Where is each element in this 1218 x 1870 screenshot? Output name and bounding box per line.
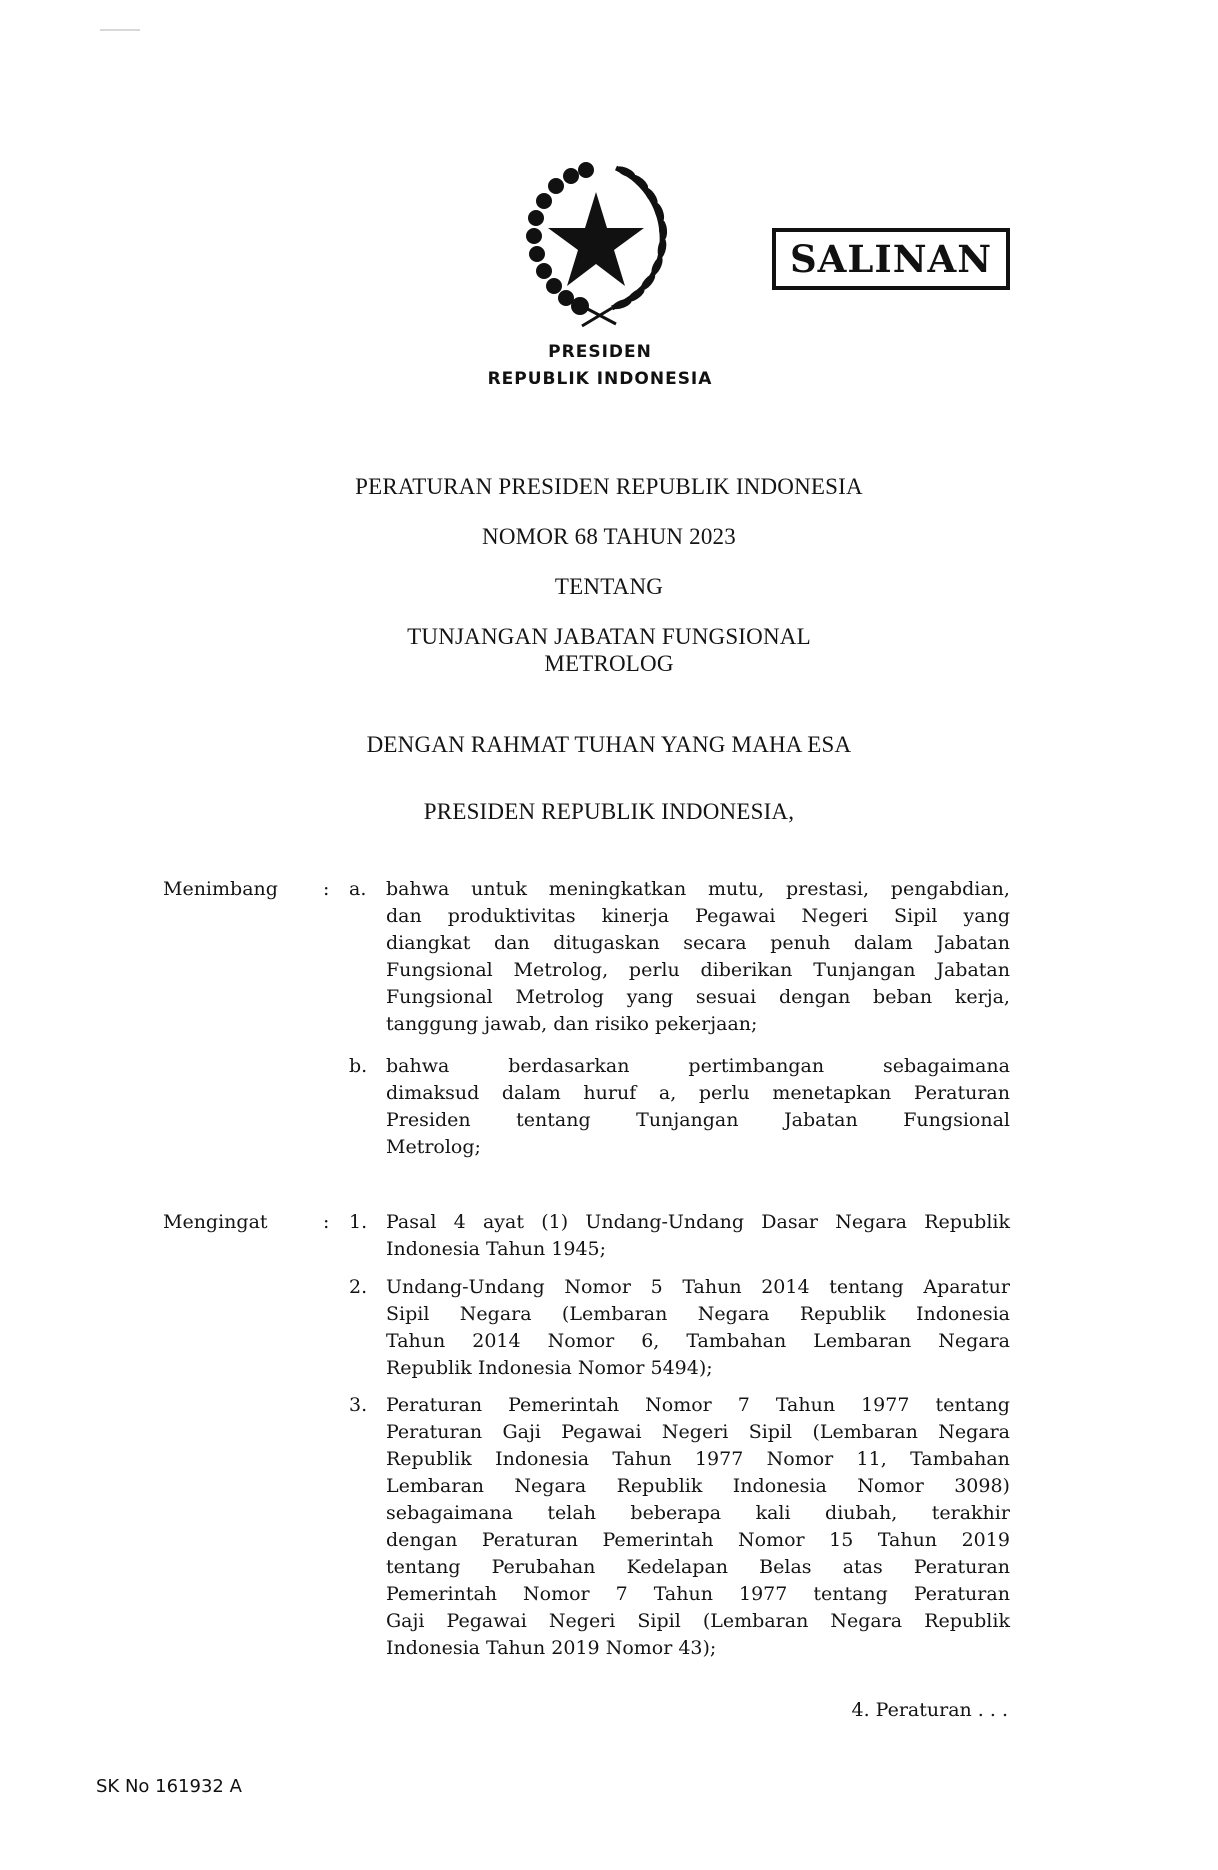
text-line: Republik Indonesia Tahun 1977 Nomor 11, Tambahan [386,1448,1010,1470]
emblem-label-president: PRESIDEN [548,342,652,362]
text-line: dimaksud dalam huruf a, perlu menetapkan Peraturan [386,1082,1010,1104]
mengingat-label: Mengingat [163,1211,268,1233]
mengingat-colon: : [323,1211,330,1233]
emblem-label-republic: REPUBLIK INDONESIA [487,369,713,389]
text-line: Fungsional Metrolog yang sesuai dengan beban kerja, [386,986,1010,1008]
text-line: Undang-Undang Nomor 5 Tahun 2014 tentang Aparatur [386,1276,1010,1298]
mengingat-item-3-marker: 3. [349,1394,368,1416]
menimbang-item-a-marker: a. [349,878,367,900]
menimbang-item-b [386,1053,1010,1161]
copy-stamp-label: SALINAN [789,237,993,281]
regulation-title: PERATURAN PRESIDEN REPUBLIK INDONESIA [355,474,863,499]
menimbang-label: Menimbang [163,878,278,900]
regulation-subject-line1: TUNJANGAN JABATAN FUNGSIONAL [407,624,811,649]
text-line: Sipil Negara (Lembaran Negara Republik Indonesia [386,1303,1010,1325]
text-line: Pasal 4 ayat (1) Undang-Undang Dasar Negara Republik [386,1211,1010,1233]
copy-stamp-box [772,228,1010,290]
text-line: Peraturan Pemerintah Nomor 7 Tahun 1977 tentang [386,1394,1010,1416]
text-line: tanggung jawab, dan risiko pekerjaan; [386,1013,758,1035]
text-line: Pemerintah Nomor 7 Tahun 1977 tentang Peraturan [386,1583,1010,1605]
text-line: Presiden tentang Tunjangan Jabatan Fungsional [386,1109,1010,1131]
text-line: dan produktivitas kinerja Pegawai Negeri Sipil yang [386,905,1010,927]
text-line: Metrolog; [386,1136,481,1158]
text-line: Fungsional Metrolog, perlu diberikan Tunjangan Jabatan [386,959,1010,981]
mengingat-item-3 [386,1392,1010,1662]
text-line: Republik Indonesia Nomor 5494); [386,1357,713,1379]
text-line: Lembaran Negara Republik Indonesia Nomor 3098) [386,1475,1010,1497]
page-continuation: 4. Peraturan . . . [851,1699,1008,1721]
text-line: Gaji Pegawai Negeri Sipil (Lembaran Negara Republik [386,1610,1010,1632]
issuer: PRESIDEN REPUBLIK INDONESIA, [423,799,795,824]
presidential-emblem-icon [516,156,676,328]
mengingat-item-2 [386,1274,1010,1382]
document-code: SK No 161932 A [96,1776,242,1797]
mengingat-item-1 [386,1209,1010,1263]
menimbang-item-b-marker: b. [349,1055,368,1077]
text-line: tentang Perubahan Kedelapan Belas atas Peraturan [386,1556,1010,1578]
text-line: Indonesia Tahun 1945; [386,1238,607,1260]
menimbang-item-a [386,876,1010,1038]
regulation-subject-line2: METROLOG [544,651,674,676]
regulation-number: NOMOR 68 TAHUN 2023 [482,524,736,549]
menimbang-colon: : [323,878,330,900]
text-line: Indonesia Tahun 2019 Nomor 43); [386,1637,717,1659]
scan-artifact [100,29,140,31]
text-line: diangkat dan ditugaskan secara penuh dalam Jabatan [386,932,1010,954]
text-line: Peraturan Gaji Pegawai Negeri Sipil (Lembaran Negara [386,1421,1010,1443]
regulation-about: TENTANG [554,574,664,599]
mengingat-item-1-marker: 1. [349,1211,368,1233]
text-line: dengan Peraturan Pemerintah Nomor 15 Tahun 2019 [386,1529,1010,1551]
text-line: Tahun 2014 Nomor 6, Tambahan Lembaran Negara [386,1330,1010,1352]
text-line: bahwa untuk meningkatkan mutu, prestasi, pengabdian, [386,878,1010,900]
invocation: DENGAN RAHMAT TUHAN YANG MAHA ESA [366,732,852,757]
text-line: sebagaimana telah beberapa kali diubah, terakhir [386,1502,1010,1524]
mengingat-item-2-marker: 2. [349,1276,368,1298]
text-line: bahwa berdasarkan pertimbangan sebagaimana [386,1055,1010,1077]
